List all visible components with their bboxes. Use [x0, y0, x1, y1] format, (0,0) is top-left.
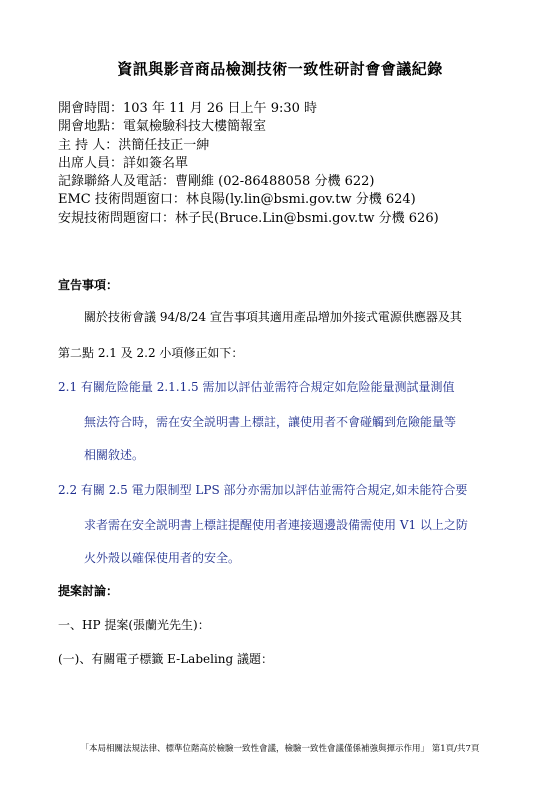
meeting-location: 開會地點：電氣檢驗科技大樓簡報室 [58, 119, 267, 135]
announcement-line-2: 第二點 2.1 及 2.2 小項修正如下： [58, 346, 244, 360]
meeting-info [58, 100, 439, 228]
item-2-1-line-1: 2.1 有關危险能量 2.1.1.5 需加以評估並需符合規定如危险能量测試量測值 [58, 380, 455, 394]
item-2-2-line-1: 2.2 有關 2.5 電力限制型 LPS 部分亦需加以評估並需符合規定,如未能符合要 [58, 483, 468, 497]
item-2-2-line-2: 求者需在安全説明書上標註提醒使用者連接週邊設備需使用 V1 以上之防 [84, 518, 468, 532]
proposal-1-sub: (一)、有關電子標籤 E-Labeling 議題： [58, 652, 274, 666]
item-2-1-line-3: 相關敘述。 [84, 448, 145, 462]
item-2-2-line-3: 火外殼以確保使用者的安全。 [84, 551, 241, 565]
announcement-line-1: 關於技術會議 94/8/24 宣告事項其適用產品增加外接式電源供應器及其 [84, 310, 462, 324]
emc-contact: EMC 技術問題窗口：林良陽(ly.lin@bsmi.gov.tw 分機 624) [58, 192, 416, 208]
document-title: 資訊與影音商品檢測技術一致性研討會會議紀錄 [117, 60, 443, 78]
proposal-heading: 提案討論： [58, 584, 119, 598]
meeting-attendees: 出席人員：詳如簽名單 [58, 155, 189, 171]
meeting-chair: 主 持 人：洪簡任技正一紳 [58, 137, 210, 153]
proposal-1: 一、HP 提案(張蘭光先生)： [58, 618, 210, 632]
meeting-time: 開會時間：103 年 11 月 26 日上午 9:30 時 [58, 101, 318, 116]
page-footer: 「本局相關法規法律、標準位階高於檢驗一致性會議，檢驗一致性會議僅係補強與揮示作用」 第1頁/共7頁 [80, 744, 480, 754]
meeting-recorder: 記錄聯絡人及電話：曹剛維 (02-86488058 分機 622) [58, 174, 375, 190]
announcement-heading: 宣告事項： [58, 278, 119, 292]
safety-contact: 安規技術問題窗口：林子民(Bruce.Lin@bsmi.gov.tw 分機 626) [58, 210, 439, 226]
item-2-1-line-2: 無法符合時，需在安全説明書上標註，讓使用者不會碰觸到危險能量等 [84, 415, 457, 429]
